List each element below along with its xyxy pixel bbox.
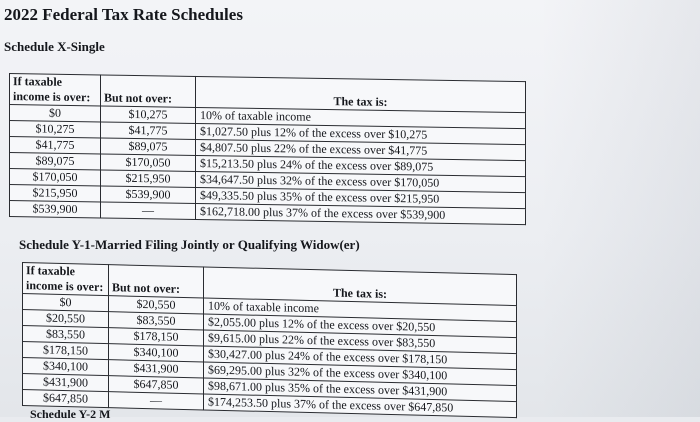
income-over-cell: $340,100 bbox=[23, 358, 109, 376]
tax-cell: $162,718.00 plus 37% of the excess over $539,900 bbox=[196, 203, 526, 224]
header-line: income is over: bbox=[13, 89, 91, 105]
income-over-cell: $0 bbox=[23, 294, 109, 312]
tax-cell: $30,427.00 plus 24% of the excess over $178,150 bbox=[204, 346, 517, 370]
page-title: 2022 Federal Tax Rate Schedules bbox=[4, 5, 243, 24]
tax-cell: $2,055.00 plus 12% of the excess over $20,550 bbox=[204, 314, 517, 338]
tax-cell: $4,807.50 plus 22% of the excess over $41,775 bbox=[196, 139, 526, 160]
income-over-cell: $20,550 bbox=[23, 310, 109, 328]
income-over-cell: $170,050 bbox=[10, 169, 101, 186]
not-over-cell: $431,900 bbox=[109, 360, 204, 378]
income-over-cell: $89,075 bbox=[10, 153, 101, 170]
header-income-over bbox=[10, 74, 101, 106]
not-over-cell: $647,850 bbox=[109, 376, 204, 394]
tax-cell: $1,027.50 plus 12% of the excess over $10,275 bbox=[196, 123, 526, 144]
income-over-cell: $10,275 bbox=[10, 121, 101, 138]
tax-cell: $9,615.00 plus 22% of the excess over $83,550 bbox=[204, 330, 517, 354]
header-not-over: But not over: bbox=[109, 265, 204, 298]
not-over-cell: $10,275 bbox=[101, 106, 196, 123]
header-line: income is over: bbox=[26, 278, 104, 294]
not-over-cell: $215,950 bbox=[101, 170, 196, 187]
header-not-over: But not over: bbox=[101, 75, 196, 107]
not-over-cell: — bbox=[109, 392, 204, 410]
schedule-y1-table bbox=[22, 262, 517, 418]
tax-cell: $34,647.50 plus 32% of the excess over $170,050 bbox=[196, 171, 526, 192]
income-over-cell: $41,775 bbox=[10, 137, 101, 154]
income-over-cell: $178,150 bbox=[23, 342, 109, 360]
tax-cell: 10% of taxable income bbox=[204, 298, 517, 322]
not-over-cell: — bbox=[101, 202, 196, 219]
not-over-cell: $83,550 bbox=[109, 312, 204, 330]
header-tax: The tax is: bbox=[204, 267, 517, 306]
schedule-x-title: Schedule X-Single bbox=[4, 39, 105, 54]
schedule-x-table bbox=[9, 73, 526, 225]
income-over-cell: $539,900 bbox=[10, 201, 101, 218]
not-over-cell: $20,550 bbox=[109, 296, 204, 314]
photo-shading bbox=[540, 0, 700, 417]
income-over-cell: $83,550 bbox=[23, 326, 109, 344]
not-over-cell: $539,900 bbox=[101, 186, 196, 203]
income-over-cell: $647,850 bbox=[23, 390, 109, 408]
tax-cell: 10% of taxable income bbox=[196, 107, 526, 128]
not-over-cell: $340,100 bbox=[109, 344, 204, 362]
tax-cell: $69,295.00 plus 32% of the excess over $340,100 bbox=[204, 362, 517, 386]
tax-cell: $98,671.00 plus 35% of the excess over $431,900 bbox=[204, 378, 517, 402]
header-line: If taxable bbox=[26, 263, 75, 279]
header-income-over bbox=[23, 263, 109, 296]
tax-cell: $174,253.50 plus 37% of the excess over $647,850 bbox=[204, 394, 517, 418]
schedule-y1-title: Schedule Y-1-Married Filing Jointly or Qualifying Widow(er) bbox=[19, 237, 360, 252]
header-line: If taxable bbox=[13, 74, 62, 89]
tax-cell: $15,213.50 plus 24% of the excess over $89,075 bbox=[196, 155, 526, 176]
not-over-cell: $170,050 bbox=[101, 154, 196, 171]
not-over-cell: $89,075 bbox=[101, 138, 196, 155]
income-over-cell: $215,950 bbox=[10, 185, 101, 202]
income-over-cell: $0 bbox=[10, 105, 101, 122]
income-over-cell: $431,900 bbox=[23, 374, 109, 392]
not-over-cell: $178,150 bbox=[109, 328, 204, 346]
not-over-cell: $41,775 bbox=[101, 122, 196, 139]
schedule-y2-title-partial: Schedule Y-2 M bbox=[30, 407, 111, 421]
header-tax: The tax is: bbox=[196, 76, 526, 112]
tax-cell: $49,335.50 plus 35% of the excess over $215,950 bbox=[196, 187, 526, 208]
